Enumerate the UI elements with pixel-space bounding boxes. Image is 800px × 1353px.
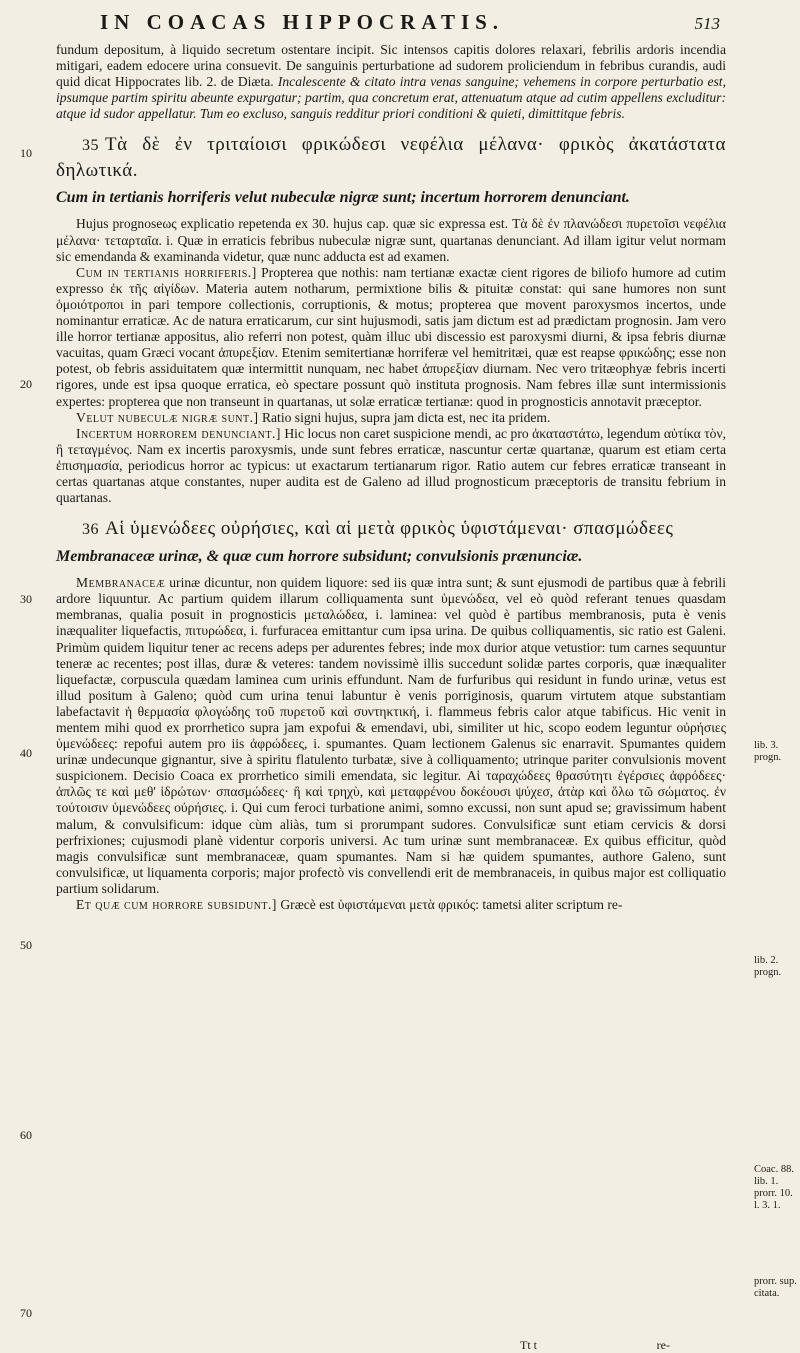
paragraph-6: Membranaceæ urinæ dicuntur, non quidem liquore: sed iis quæ intra sunt; & sunt ejusmodi de partibus quæ à febrili ardore liquuntur. Ac partium quidem illarum colliquamenta sunt ὑμενώδεα, vel eò quòd referant tenues quasdam membranas, qualia posuit in prognosticis μεταλώδεα, i. laminea: vel quòd è partibus membranosis, puta è venis inæqualiter liquefactis, πιτυρώδεα, i. furfuracea emittantur cum ipsa urina. De quibus colliquamentis, sic ratio est Galeni. Primùm quidem liquitur tener ac recens adeps per adurentes febres; inde mox durior atque vetustior: tum carnes sequuntur teneræ ac recentes; post illas, duræ & veteres: tandem novissimè illis succedunt solidæ partes corporis, quæ inæqualiter liquefactæ, corpuscula quædam laminea cum urinis effundunt. Nam de furfuribus qui residunt in fundo urinæ, vetus est illud positum à Galeno; quòd cum urina tenui labuntur è venis porriginosis, quarum virtutem atque substantiam labefactavit ἡ θερμασία φλογώδης τοῦ πυρετοῦ καὶ συντηκτική, i. flammeus febris calor atque tabificus. Hic venit in mentem mihi quod ex prorrhetico supra jam expofui & emendavi, ubi, similiter ut hic, scopo eodem leguntur οὐρήσιες ὑμενώδεες: repofui autem pro iis ἀφρώδεες, i. spumantes. Quam lectionem Galenus sic enarravit. Spumantes quidem urinæ undecunque gignantur, sive à spiritu flatulento turbatæ, sive à colliquamento; utrinque pariter convulsionis movent suspicionem. Decisio Coaca ex prorrhetico simili emendata, sic legitur. Αἱ ταραχώδεες θρασύτητι ἐγέρσιες ἀφρόδεες· ἀπλῶς τε καὶ μεθ' ἱδρώτων· σπασμώδεες· ἢ καὶ τρηχὺ, καὶ μεταφρένου δοκέουσι ψύχεσ, ἀτὰρ καὶ ὅλω τῶ σώματος. ἐν τούτοισιν ὑμενώδεες οὐρήσιες. i. Qui cum feroci turbatione animi, somno excussi, non sunt apud se; gravissimum habent malum, & convulsificum: idque cùm aliàs, tum si prorumpant sudores. Convulsificæ sunt etiam cervicis & dorsi perfrixiones; cujusmodi planè videntur corporis universi. Ac tum urinæ sunt membranaceæ. Ex quibus efficitur, quòd magis convulsificæ sunt membranaceæ, quam spumantes. Nam si hæ quidem spumantes, authore Galeno, sunt convulsificæ, ut liquamenta corporis; major profectò vis convellendi erit de membranaceis, in quibus major est colliquatio partium solidarum.: [56, 575, 726, 896]
paragraph-1: fundum depositum, à liquido secretum ostentare incipit. Sic intensos capitis dolores relaxari, febrilis ardoris incendia mitigari, eadem edocere urina consuevit. De sanguinis perturbatione ad sudorem proliciendum in febribus curandis, audi quid dicat Hippocrates lib. 2. de Diæta. Incalescente & citato intra venas sanguine; vehemens in corpore perturbatio est, ipsumque partim spiritu abeunte expurgatur; partim, qua concretum erat, attenuatum atque ad cutim appellens excluditur: atque id sudor appellatur. Tum eo excluso, sanguis redditur priori conditioni & quieti, dimittitque febris.: [56, 42, 726, 122]
aphorism-36-latin: Membranaceæ urinæ, & quæ cum horrore subsidunt; convulsionis prænunciæ.: [56, 548, 583, 566]
line-number-40: 40: [20, 746, 32, 760]
line-number-60: 60: [20, 1128, 32, 1142]
line-number-30: 30: [20, 592, 32, 606]
lemma-horrore: Et quæ cum horrore subsidunt.]: [76, 897, 277, 913]
aphorism-36: [56, 516, 726, 567]
paragraph-7: Et quæ cum horrore subsidunt.] Græcè est ὑφιστάμεναι μετὰ φρικός: tametsi aliter scriptum re-: [76, 897, 623, 913]
signature-mark: Tt t: [520, 1338, 537, 1352]
page-number: 513: [694, 14, 720, 33]
margin-note-prorr: prorr. sup. citata.: [754, 1276, 797, 1299]
lemma-membranaceae: Membranaceæ: [76, 575, 166, 591]
aphorism-35-latin: Cum in tertianis horriferis velut nubeculæ nigræ sunt; incertum horrorem denunciant.: [56, 189, 630, 207]
text-column: [56, 42, 726, 913]
margin-note-coac: Coac. 88. lib. 1. prorr. 10. l. 3. 1.: [754, 1164, 794, 1211]
running-head: [100, 10, 720, 35]
paragraph-2: Hujus prognoseως explicatio repetenda ex 30. hujus cap. quæ sic expressa est. Τὰ δὲ ἐν πλανώδεσι πυρετοῖσι νεφέλια μέλανα· τεταρταῖα. i. Quæ in erraticis febribus nubeculæ nigræ sunt, quartanas denunciant. Ad illam igitur velut normam sic emendanda & examinanda videtur, quæ nunc adducta est ad examen.: [56, 216, 726, 264]
catchword: re-: [656, 1338, 670, 1352]
paragraph-3: Cum in tertianis horriferis.] Propterea que nothis: nam tertianæ exactæ cient rigores de biliofo humore ad cutim expresso ἐκ τῆς αἰγίδων. Materia autem notharum, permixtione bilis & pituitæ constat: qui sane humores non sunt ὁμοιότροποι in pari tempore collectionis, corruptionis, & motus; propterea que movent paroxysmos incertos, unde nominantur erraticæ. Ac de natura erraticarum, cur sint hujusmodi, satis jam dictum est ad prædictam prognosin. Jam vero ille horror tertianæ appositus, alio referri non potest, quàm illuc ubi discessio est paroxysmi diurni, & ipsa febris diurnæ vacuitas, quam Græci vocant ἀπυρεξίαν. Etenim semitertianæ horriferæ vel hemitritæi, quæ est reapse φρικώδης; esse non potest, ob febris assiduitatem quæ intermittit nunquam, nec habet ἀπυρεξίαν diurnam. Nec vero tritæophyæ febris incerti rigores, unde est ipsa quoque erratica, eò spectare possunt quò instituta prognosis. Nam febres illæ sunt intermissionis expertes: propterea que non transeunt in quartanas, ut solæ erraticæ tertianæ: quod in prognosticis annotavit præceptor.: [56, 264, 726, 409]
lemma-nubeculae: Velut nubeculæ nigræ sunt.]: [76, 409, 259, 425]
line-number-70: 70: [20, 1306, 32, 1320]
aphorism-35-greek: 35 Τὰ δὲ ἐν τριταίοισι φρικώδεσι νεφέλια μέλανα· φρικὸς ἀκατάστατα δηλωτικά.: [56, 134, 726, 182]
running-title: IN COACAS HIPPOCRATIS.: [100, 10, 505, 34]
paragraph-4: Velut nubeculæ nigræ sunt.] Ratio signi hujus, supra jam dicta est, nec ita pridem.: [76, 409, 551, 425]
lemma-tertianis: Cum in tertianis horriferis.]: [76, 264, 257, 280]
line-number-50: 50: [20, 938, 32, 952]
lemma-incertum: Incertum horrorem denunciant.]: [76, 425, 281, 441]
margin-note-lib2: lib. 2. progn.: [754, 955, 782, 978]
quote-de-diaeta: Incalescente & citato intra venas sanguine; vehemens in corpore perturbatio est, ipsumque partim spiritu abeunte expurgatur; partim, qua concretum erat, attenuatum atque ad cutim appellens excluditur: atque id sudor appellatur. Tum eo excluso, sanguis redditur priori conditioni & quieti, dimittitque febris.: [56, 74, 726, 122]
line-number-10: 10: [20, 146, 32, 160]
paragraph-5: Incertum horrorem denunciant.] Hic locus non caret suspicione mendi, ac pro ἀκαταστάτω, legendum αὐτίκα τὸν, ἢ τεταγμένος. Nam ex incertis paroxysmis, unde sunt febres erraticæ, nascuntur certæ quartanæ, quarum est etiam certa ἐπισημασία, periodicus horror ac typicus: ut exactarum tertianarum rigor. Ratio autem cur febres erraticæ transeant in certas quartanas atque constantes, nuper audita est de Galeno ad illud prognosticum præceptoris de transitu febrium in quartanas.: [56, 425, 727, 506]
aphorism-36-number: 36: [82, 521, 99, 539]
aphorism-35-number: 35: [82, 137, 99, 155]
page-footer: [520, 1338, 670, 1353]
margin-note-lib3: lib. 3. progn.: [754, 740, 782, 763]
aphorism-35: [56, 132, 726, 208]
aphorism-36-greek: 36 Αἱ ὑμενώδεες οὐρήσιες, καὶ αἱ μετὰ φρικὸς ὑφιστάμεναι· σπασμώδεες: [82, 518, 674, 540]
line-number-20: 20: [20, 377, 32, 391]
